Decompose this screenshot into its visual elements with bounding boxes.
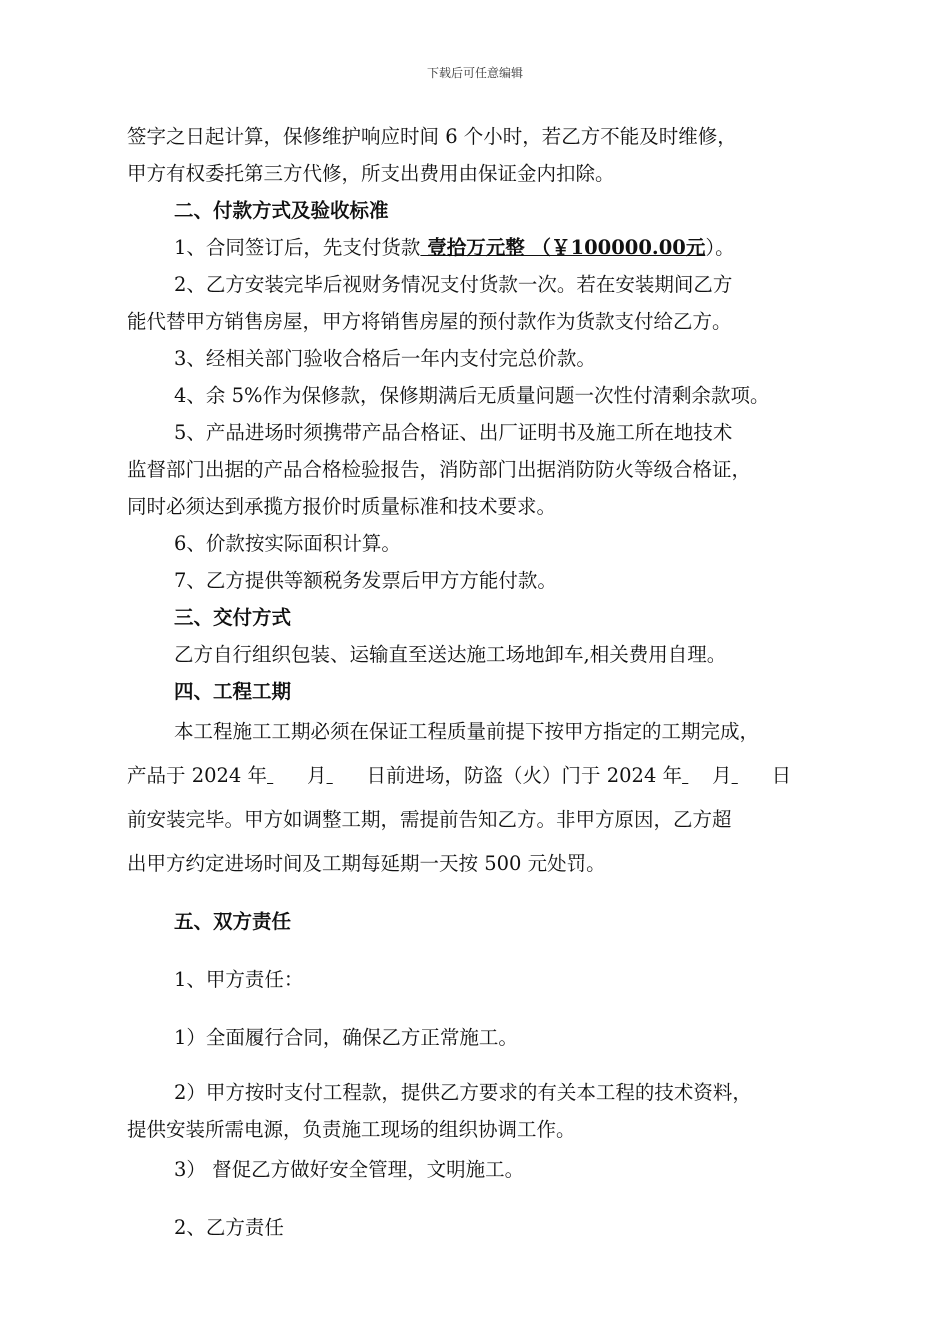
section-heading-payment: 二、付款方式及验收标准 bbox=[174, 199, 389, 222]
schedule-dates bbox=[127, 754, 827, 798]
clause-text: 月 bbox=[712, 764, 732, 787]
clause-text: 1、合同签订后，先支付货款 bbox=[174, 236, 421, 259]
party-a-item-3: 3） 督促乙方做好安全管理，文明施工。 bbox=[174, 1158, 525, 1181]
party-a-responsibility-title: 1、甲方责任： bbox=[174, 968, 304, 991]
party-a-item-2: 2）甲方按时支付工程款，提供乙方要求的有关本工程的技术资料， bbox=[174, 1081, 752, 1104]
payment-clause-2-cont: 能代替甲方销售房屋，甲方将销售房屋的预付款作为货款支付给乙方。 bbox=[127, 310, 732, 333]
delivery-clause: 乙方自行组织包装、运输直至送达施工场地卸车,相关费用自理。 bbox=[174, 643, 727, 666]
paragraph-line: 签字之日起计算，保修维护响应时间 6 个小时，若乙方不能及时维修， bbox=[127, 125, 737, 148]
clause-text: 日 bbox=[771, 764, 792, 787]
payment-clause-1 bbox=[127, 229, 827, 266]
clause-text: 月 bbox=[307, 764, 327, 787]
paragraph-line: 甲方有权委托第三方代修，所支出费用由保证金内扣除。 bbox=[127, 162, 615, 185]
payment-clause-5: 5、产品进场时须携带产品合格证、出厂证明书及施工所在地技术 bbox=[174, 421, 733, 444]
party-a-item-2-cont: 提供安装所需电源，负责施工现场的组织协调工作。 bbox=[127, 1118, 576, 1141]
payment-amount: 壹拾万元整 （￥100000.00元 bbox=[420, 236, 706, 259]
blank-day bbox=[327, 754, 367, 798]
payment-clause-2: 2、乙方安装完毕后视财务情况支付货款一次。若在安装期间乙方 bbox=[174, 273, 733, 296]
schedule-clause-cont: 前安装完毕。甲方如调整工期，需提前告知乙方。非甲方原因，乙方超 bbox=[127, 808, 732, 831]
payment-clause-5-cont: 监督部门出据的产品合格检验报告，消防部门出据消防防火等级合格证， bbox=[127, 458, 752, 481]
schedule-clause-cont: 出甲方约定进场时间及工期每延期一天按 500 元处罚。 bbox=[127, 852, 606, 875]
document-body bbox=[127, 118, 827, 1250]
payment-clause-6: 6、价款按实际面积计算。 bbox=[174, 532, 401, 555]
payment-clause-7: 7、乙方提供等额税务发票后甲方方能付款。 bbox=[174, 569, 557, 592]
clause-text: 产品于 2024 年 bbox=[127, 764, 268, 787]
party-b-responsibility-title: 2、乙方责任 bbox=[174, 1216, 284, 1239]
blank-day bbox=[732, 754, 772, 798]
payment-clause-4: 4、余 5%作为保修款，保修期满后无质量问题一次性付清剩余款项。 bbox=[174, 384, 770, 407]
clause-text: ）。 bbox=[705, 236, 735, 259]
page-header: 下载后可任意编辑 bbox=[426, 66, 523, 80]
blank-month bbox=[682, 754, 712, 798]
payment-clause-5-cont: 同时必须达到承揽方报价时质量标准和技术要求。 bbox=[127, 495, 557, 518]
schedule-clause: 本工程施工工期必须在保证工程质量前提下按甲方指定的工期完成， bbox=[174, 720, 760, 743]
blank-month bbox=[267, 754, 307, 798]
section-heading-delivery: 三、交付方式 bbox=[174, 606, 292, 629]
section-heading-schedule: 四、工程工期 bbox=[174, 680, 292, 703]
section-heading-responsibilities: 五、双方责任 bbox=[174, 910, 292, 933]
party-a-item-1: 1）全面履行合同，确保乙方正常施工。 bbox=[174, 1026, 518, 1049]
payment-clause-3: 3、经相关部门验收合格后一年内支付完总价款。 bbox=[174, 347, 596, 370]
clause-text: 日前进场，防盗（火）门于 2024 年 bbox=[366, 764, 683, 787]
